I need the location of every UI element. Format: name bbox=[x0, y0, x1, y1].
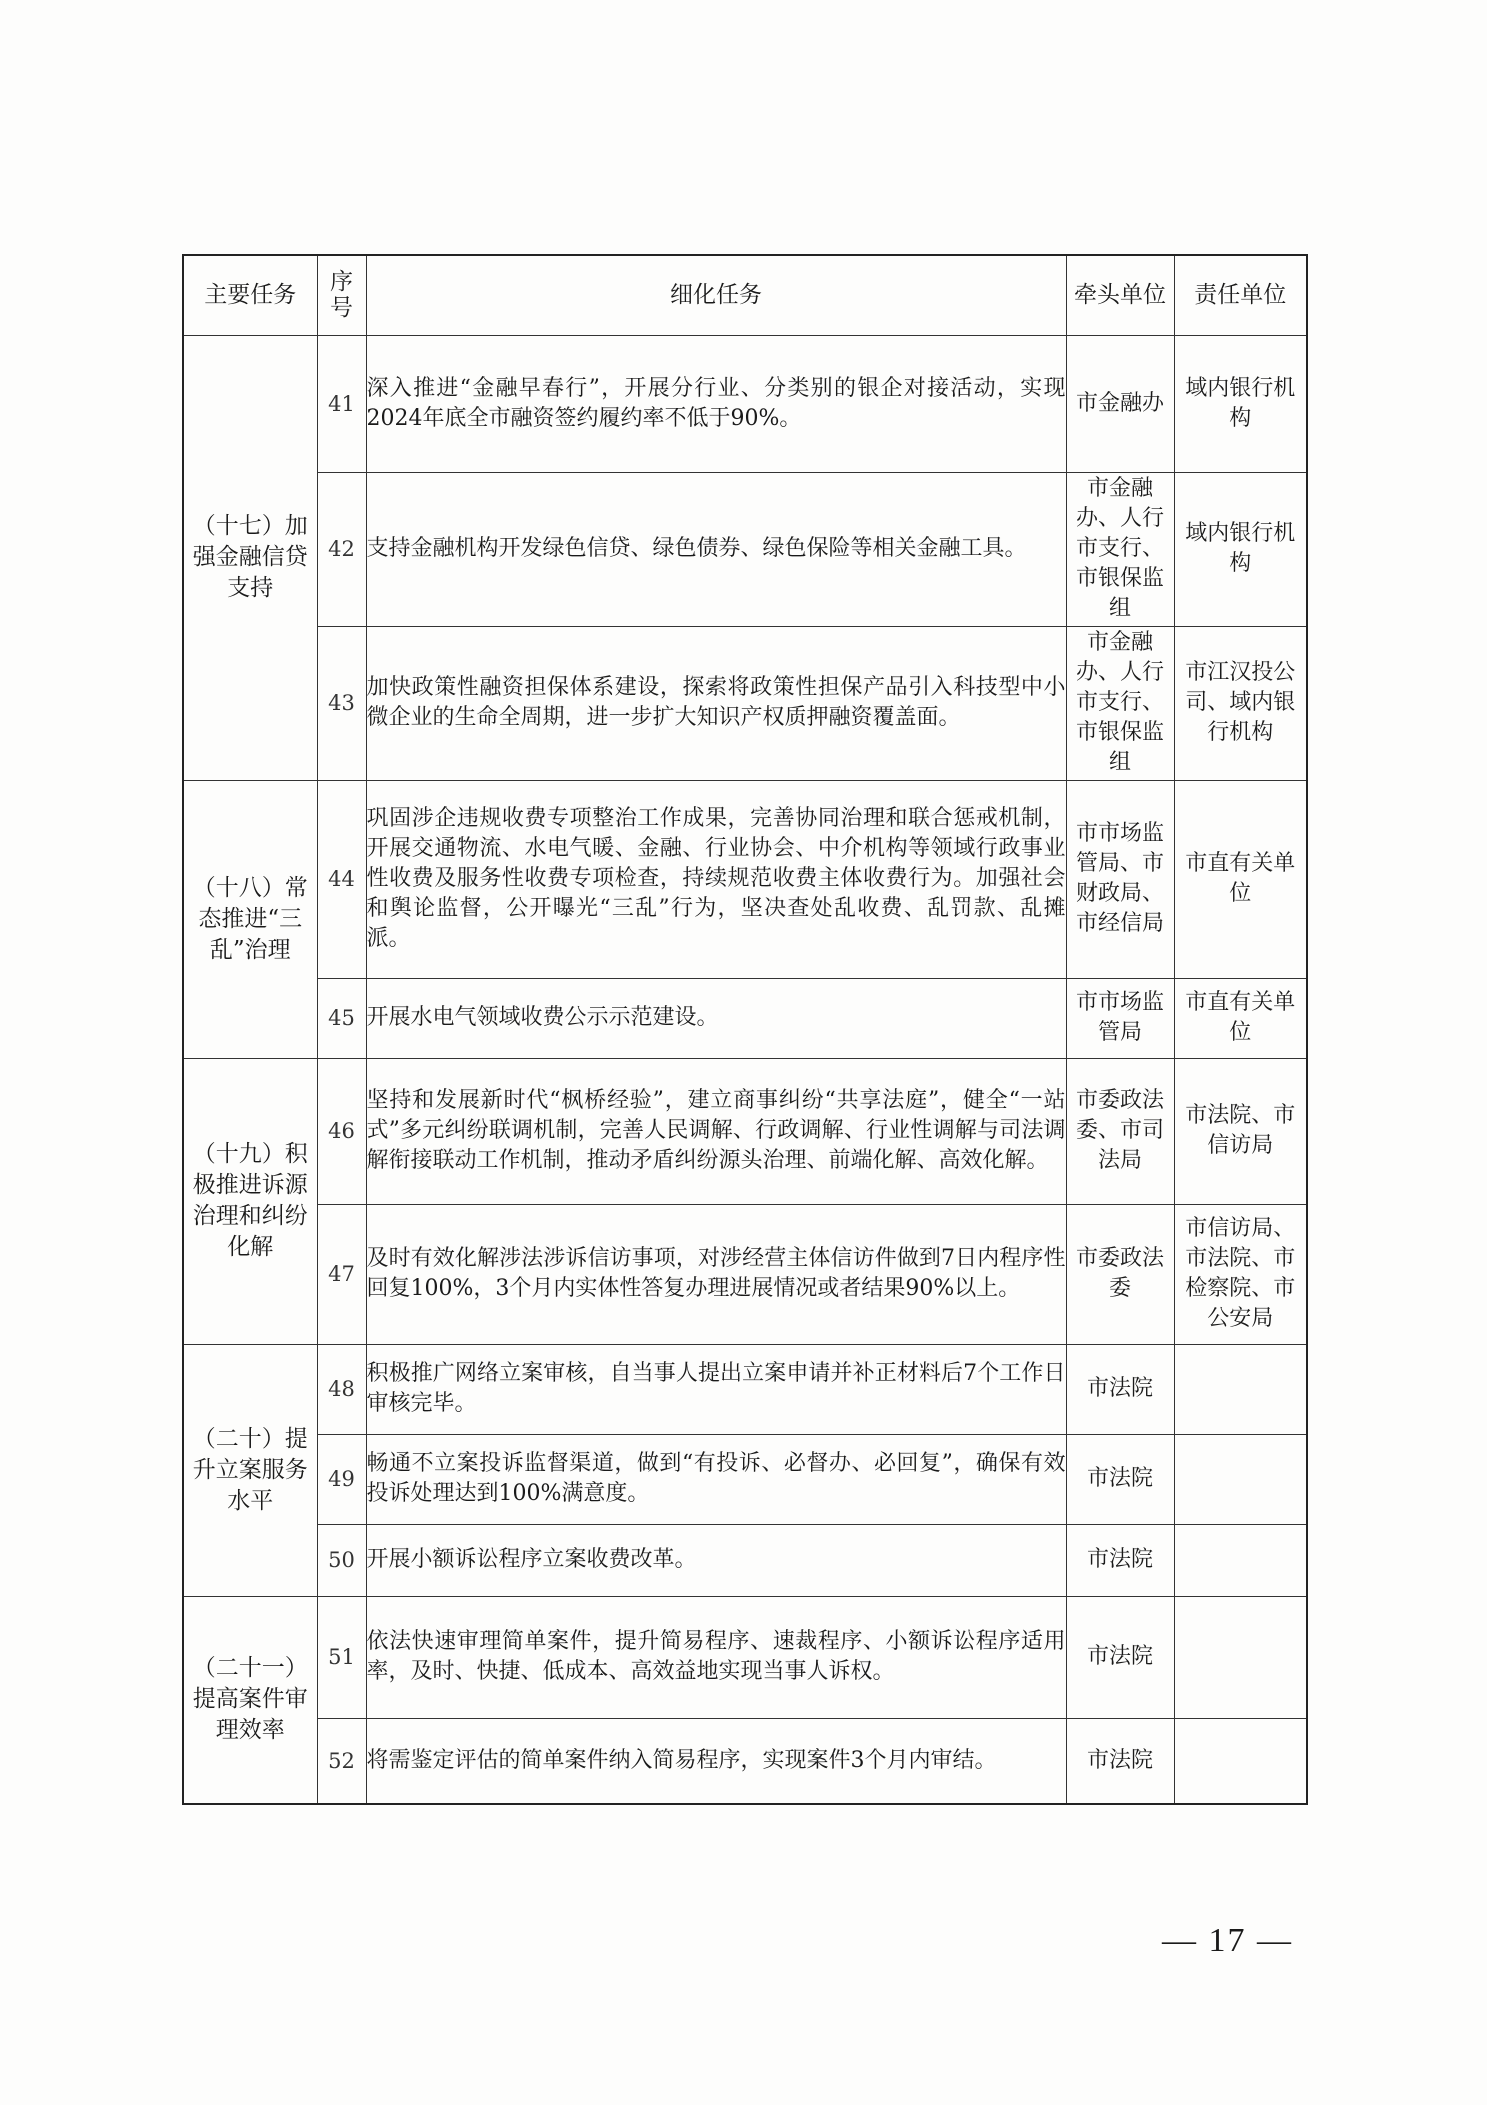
seq-cell: 41 bbox=[317, 335, 366, 472]
lead-unit-cell: 市市场监管局 bbox=[1066, 978, 1174, 1058]
seq-cell: 44 bbox=[317, 780, 366, 978]
main-task-cell: （十九）积极推进诉源治理和纠纷化解 bbox=[183, 1058, 317, 1344]
task-table bbox=[182, 254, 1308, 1805]
lead-unit-cell: 市委政法委 bbox=[1066, 1204, 1174, 1344]
header-responsible: 责任单位 bbox=[1174, 255, 1307, 335]
header-lead: 牵头单位 bbox=[1066, 255, 1174, 335]
main-task-cell: （二十）提升立案服务水平 bbox=[183, 1344, 317, 1596]
table-header-row bbox=[183, 255, 1307, 335]
responsible-unit-cell bbox=[1174, 1718, 1307, 1804]
header-seq: 序号 bbox=[317, 255, 366, 335]
seq-cell: 51 bbox=[317, 1596, 366, 1718]
table-row bbox=[183, 1718, 1307, 1804]
detail-cell: 巩固涉企违规收费专项整治工作成果，完善协同治理和联合惩戒机制，开展交通物流、水电气暖、金融、行业协会、中介机构等领域行政事业性收费及服务性收费专项检查，持续规范收费主体收费行为。加强社会和舆论监督，公开曝光“三乱”行为，坚决查处乱收费、乱罚款、乱摊派。 bbox=[366, 780, 1066, 978]
lead-unit-cell: 市法院 bbox=[1066, 1524, 1174, 1596]
table-row bbox=[183, 1524, 1307, 1596]
page-number: — 17 — bbox=[1162, 1922, 1293, 1959]
table-row bbox=[183, 1058, 1307, 1204]
table-row bbox=[183, 780, 1307, 978]
detail-cell: 依法快速审理简单案件，提升简易程序、速裁程序、小额诉讼程序适用率，及时、快捷、低成本、高效益地实现当事人诉权。 bbox=[366, 1596, 1066, 1718]
lead-unit-cell: 市法院 bbox=[1066, 1434, 1174, 1524]
responsible-unit-cell: 市江汉投公司、域内银行机构 bbox=[1174, 626, 1307, 780]
detail-cell: 开展水电气领域收费公示示范建设。 bbox=[366, 978, 1066, 1058]
responsible-unit-cell bbox=[1174, 1524, 1307, 1596]
detail-cell: 支持金融机构开发绿色信贷、绿色债券、绿色保险等相关金融工具。 bbox=[366, 472, 1066, 626]
table-row bbox=[183, 626, 1307, 780]
main-task-cell: （二十一）提高案件审理效率 bbox=[183, 1596, 317, 1804]
lead-unit-cell: 市金融办 bbox=[1066, 335, 1174, 472]
detail-cell: 畅通不立案投诉监督渠道，做到“有投诉、必督办、必回复”，确保有效投诉处理达到100%满意度。 bbox=[366, 1434, 1066, 1524]
table-row bbox=[183, 1596, 1307, 1718]
detail-cell: 将需鉴定评估的简单案件纳入简易程序，实现案件3个月内审结。 bbox=[366, 1718, 1066, 1804]
header-detail: 细化任务 bbox=[366, 255, 1066, 335]
responsible-unit-cell bbox=[1174, 1596, 1307, 1718]
seq-cell: 52 bbox=[317, 1718, 366, 1804]
detail-cell: 坚持和发展新时代“枫桥经验”，建立商事纠纷“共享法庭”，健全“一站式”多元纠纷联调机制，完善人民调解、行政调解、行业性调解与司法调解衔接联动工作机制，推动矛盾纠纷源头治理、前端化解、高效化解。 bbox=[366, 1058, 1066, 1204]
seq-cell: 46 bbox=[317, 1058, 366, 1204]
lead-unit-cell: 市法院 bbox=[1066, 1718, 1174, 1804]
table-row bbox=[183, 978, 1307, 1058]
lead-unit-cell: 市法院 bbox=[1066, 1344, 1174, 1434]
detail-cell: 开展小额诉讼程序立案收费改革。 bbox=[366, 1524, 1066, 1596]
responsible-unit-cell: 市信访局、市法院、市检察院、市公安局 bbox=[1174, 1204, 1307, 1344]
table-row bbox=[183, 472, 1307, 626]
table-row bbox=[183, 335, 1307, 472]
detail-cell: 深入推进“金融早春行”，开展分行业、分类别的银企对接活动，实现2024年底全市融资签约履约率不低于90%。 bbox=[366, 335, 1066, 472]
responsible-unit-cell: 市法院、市信访局 bbox=[1174, 1058, 1307, 1204]
table-row bbox=[183, 1434, 1307, 1524]
seq-cell: 43 bbox=[317, 626, 366, 780]
detail-cell: 加快政策性融资担保体系建设，探索将政策性担保产品引入科技型中小微企业的生命全周期，进一步扩大知识产权质押融资覆盖面。 bbox=[366, 626, 1066, 780]
lead-unit-cell: 市法院 bbox=[1066, 1596, 1174, 1718]
main-task-cell: （十七）加强金融信贷支持 bbox=[183, 335, 317, 780]
responsible-unit-cell: 域内银行机构 bbox=[1174, 335, 1307, 472]
table-row bbox=[183, 1344, 1307, 1434]
seq-cell: 45 bbox=[317, 978, 366, 1058]
detail-cell: 及时有效化解涉法涉诉信访事项，对涉经营主体信访件做到7日内程序性回复100%，3个月内实体性答复办理进展情况或者结果90%以上。 bbox=[366, 1204, 1066, 1344]
seq-cell: 42 bbox=[317, 472, 366, 626]
main-task-cell: （十八）常态推进“三乱”治理 bbox=[183, 780, 317, 1058]
seq-cell: 49 bbox=[317, 1434, 366, 1524]
detail-cell: 积极推广网络立案审核，自当事人提出立案申请并补正材料后7个工作日审核完毕。 bbox=[366, 1344, 1066, 1434]
lead-unit-cell: 市金融办、人行市支行、市银保监组 bbox=[1066, 626, 1174, 780]
responsible-unit-cell: 域内银行机构 bbox=[1174, 472, 1307, 626]
seq-cell: 50 bbox=[317, 1524, 366, 1596]
lead-unit-cell: 市市场监管局、市财政局、市经信局 bbox=[1066, 780, 1174, 978]
responsible-unit-cell: 市直有关单位 bbox=[1174, 780, 1307, 978]
seq-cell: 47 bbox=[317, 1204, 366, 1344]
lead-unit-cell: 市委政法委、市司法局 bbox=[1066, 1058, 1174, 1204]
header-main-task: 主要任务 bbox=[183, 255, 317, 335]
lead-unit-cell: 市金融办、人行市支行、市银保监组 bbox=[1066, 472, 1174, 626]
responsible-unit-cell: 市直有关单位 bbox=[1174, 978, 1307, 1058]
table-row bbox=[183, 1204, 1307, 1344]
responsible-unit-cell bbox=[1174, 1434, 1307, 1524]
seq-cell: 48 bbox=[317, 1344, 366, 1434]
responsible-unit-cell bbox=[1174, 1344, 1307, 1434]
